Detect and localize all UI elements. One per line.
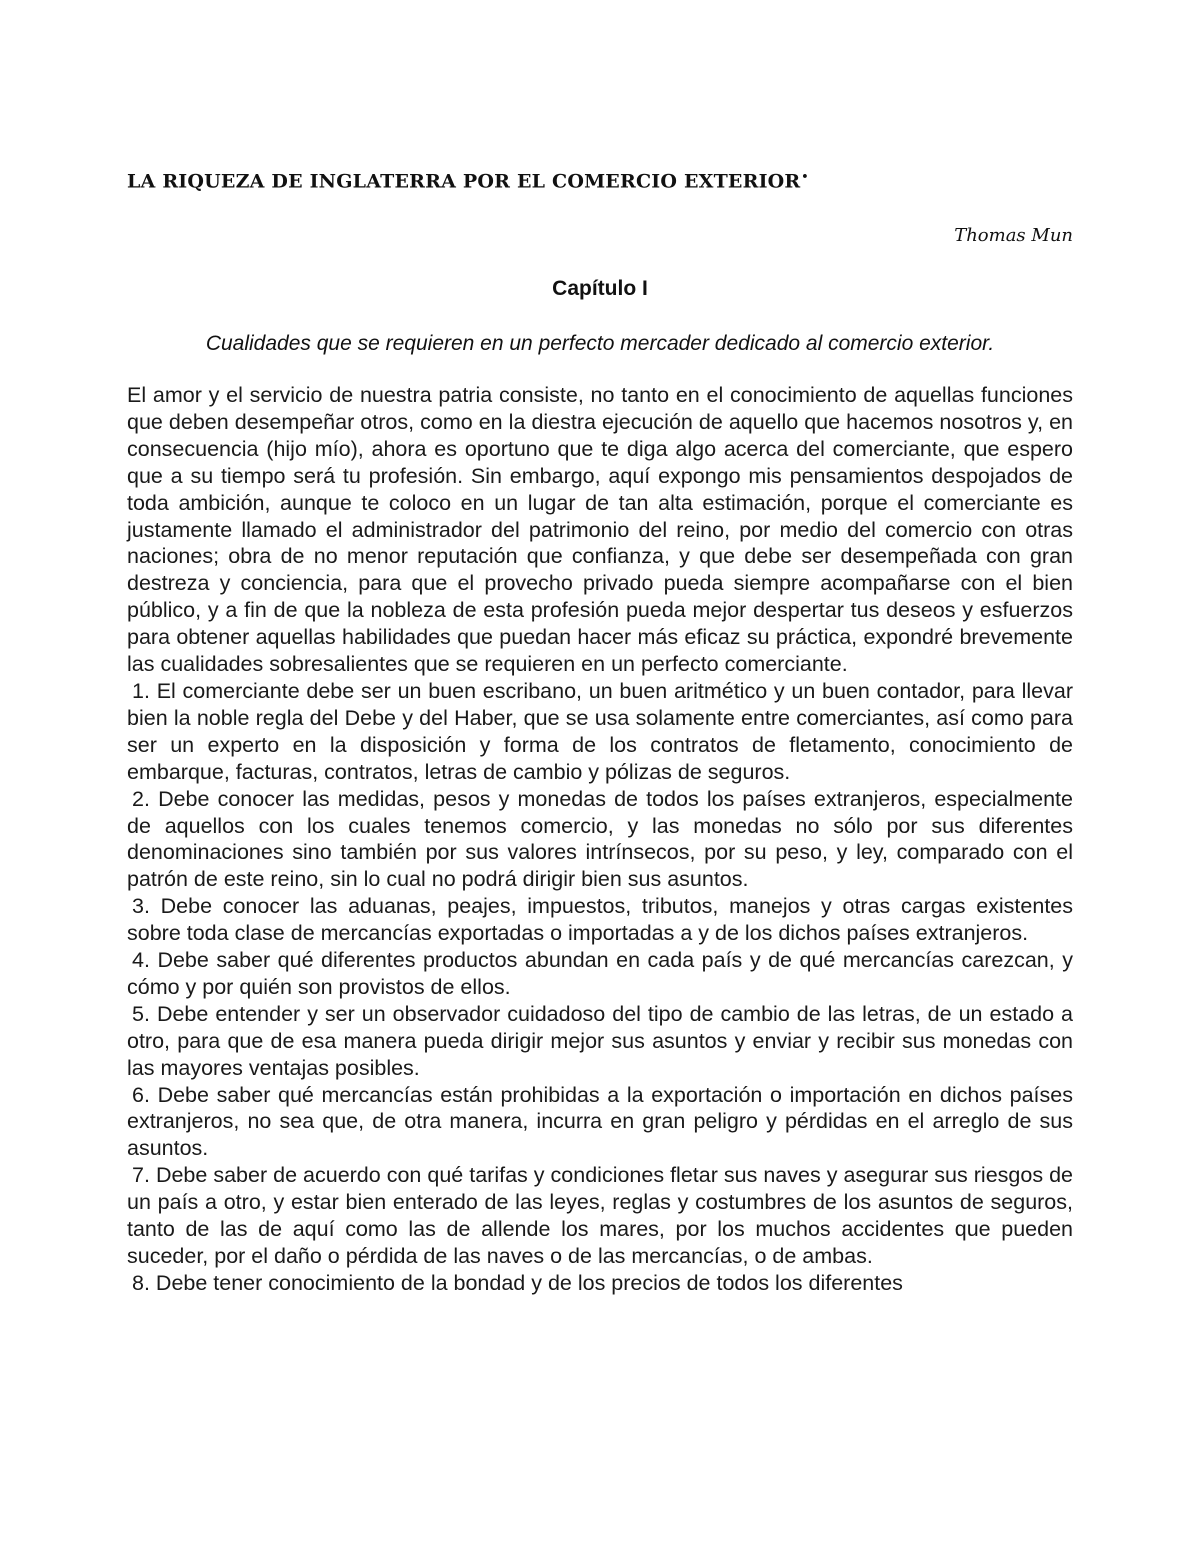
item-number: 7. <box>132 1163 150 1188</box>
body-text <box>127 382 1073 1297</box>
item-number: 3. <box>132 894 150 919</box>
item-text: Debe conocer las aduanas, peajes, impuestos, tributos, manejos y otras cargas existentes sobre toda clase de mercancías exportadas o importadas a y de los dichos países extranjeros. <box>127 894 1073 946</box>
chapter-heading: Capítulo I <box>552 277 648 300</box>
document-title <box>127 170 809 192</box>
item-number: 2. <box>132 786 150 811</box>
list-item <box>127 893 1073 947</box>
item-text: Debe saber qué mercancías están prohibidas a la exportación o importación en dichos países extranjeros, no sea que, de otra manera, incurra en gran peligro y pérdidas en el arreglo de sus asuntos. <box>127 1082 1073 1161</box>
item-number: 8. <box>132 1270 150 1295</box>
item-text: Debe tener conocimiento de la bondad y de los precios de todos los diferentes <box>155 1270 903 1295</box>
item-number: 5. <box>132 1001 150 1026</box>
list-item <box>127 947 1073 1001</box>
title-text: LA RIQUEZA DE INGLATERRA POR EL COMERCIO EXTERIOR <box>127 170 801 193</box>
item-number: 1. <box>132 678 150 703</box>
item-text: Debe saber qué diferentes productos abundan en cada país y de qué mercancías carezcan, y cómo y por quién son provistos de ellos. <box>127 948 1073 999</box>
item-number: 6. <box>132 1082 150 1107</box>
item-text: Debe conocer las medidas, pesos y monedas de todos los países extranjeros, especialmente de aquellos con los cuales tenemos comercio, y las monedas no sólo por sus diferentes denominaciones sino también por sus valores intrínsecos, por su peso, y ley, comparado con el patrón de este reino, sin lo cual no podrá dirigir bien sus asuntos. <box>127 786 1073 892</box>
list-item <box>127 1001 1073 1082</box>
list-item <box>127 1162 1073 1270</box>
item-text: Debe saber de acuerdo con qué tarifas y condiciones fletar sus naves y asegurar sus riesgos de un país a otro, y estar bien enterado de las leyes, reglas y costumbres de los asuntos de seguros, tanto de las de aquí como las de allende los mares, por los muchos accidentes que pueden suceder, por el daño o pérdida de las naves o de las mercancías, o de ambas. <box>127 1163 1073 1268</box>
item-text: El comerciante debe ser un buen escribano, un buen aritmético y un buen contador, para llevar bien la noble regla del Debe y del Haber, que se usa solamente entre comerciantes, así como para ser un experto en la disposición y forma de los contratos de fletamento, conocimiento de embarque, facturas, contratos, letras de cambio y pólizas de seguros. <box>127 678 1073 784</box>
list-item <box>127 678 1073 786</box>
item-text: Debe entender y ser un observador cuidadoso del tipo de cambio de las letras, de un estado a otro, para que de esa manera pueda dirigir mejor sus asuntos y enviar y recibir sus monedas con las mayores ventajas posibles. <box>127 1001 1073 1080</box>
chapter-subtitle: Cualidades que se requieren en un perfecto mercader dedicado al comercio exterior. <box>205 332 995 355</box>
author-name: Thomas Mun <box>954 225 1073 246</box>
list-item <box>127 1082 1073 1163</box>
intro-paragraph: El amor y el servicio de nuestra patria consiste, no tanto en el conocimiento de aquellas funciones que deben desempeñar otros, como en la diestra ejecución de aquello que hacemos nosotros y, en consecuencia (hijo mío), ahora es oportuno que te diga algo acerca del comerciante, que espero que a su tiempo será tu profesión. Sin embargo, aquí expongo mis pensamientos despojados de toda ambición, aunque te coloco en un lugar de tan alta estimación, porque el comerciante es justamente llamado el administrador del patrimonio del reino, por medio del comercio con otras naciones; obra de no menor reputación que confianza, y que debe ser desempeñada con gran destreza y conciencia, para que el provecho privado pueda siempre acompañarse con el bien público, y a fin de que la nobleza de esta profesión pueda mejor despertar tus deseos y esfuerzos para obtener aquellas habilidades que puedan hacer más eficaz su práctica, expondré brevemente las cualidades sobresalientes que se requieren en un perfecto comerciante. <box>127 383 1073 677</box>
item-number: 4. <box>132 948 150 973</box>
list-item <box>127 1270 1073 1297</box>
footnote-mark: • <box>801 170 809 183</box>
list-item <box>127 786 1073 894</box>
